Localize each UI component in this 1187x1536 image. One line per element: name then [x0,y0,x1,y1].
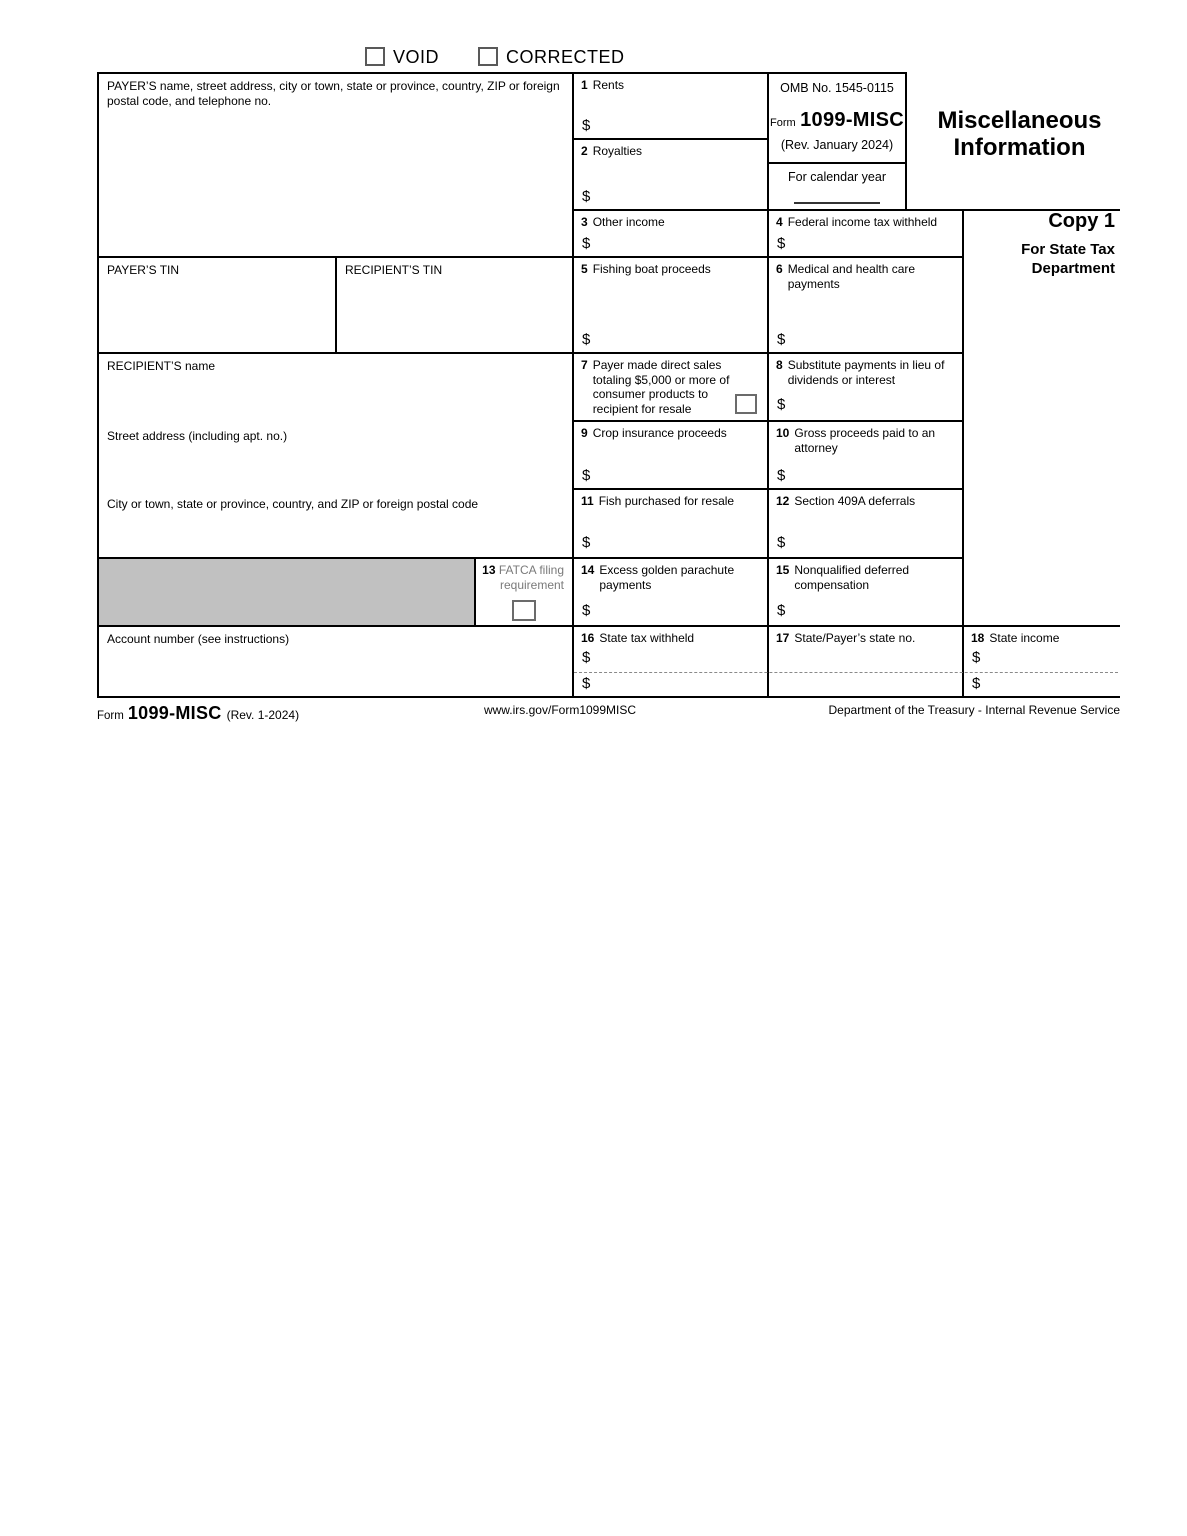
void-checkbox[interactable] [365,47,385,66]
footer-form-id [97,703,299,724]
box-5-fishing-boat-proceeds[interactable] [574,258,765,352]
box-18-state-income[interactable] [964,627,1120,696]
box-4-label: Federal income tax withheld [787,215,938,229]
box-2-number: 2 [581,144,588,158]
box-11-label-wrap [574,490,765,509]
box-15-nonqualified-comp[interactable] [769,559,962,623]
box-17-payers-state-no[interactable] [769,627,962,696]
box-14-label-wrap [574,559,765,592]
box-14-golden-parachute[interactable] [574,559,765,623]
border-omb-right [905,72,907,209]
dollar-sign: $ [582,234,591,252]
payer-tin-label: PAYER’S TIN [107,263,180,277]
box-15-label-wrap [769,559,962,592]
dollar-sign: $ [777,601,786,619]
box-8-label-wrap [769,354,962,387]
box-16-number: 16 [581,631,595,645]
box-13-number: 13 [482,563,496,577]
box-4-number: 4 [776,215,783,229]
dollar-sign: $ [582,675,591,692]
dollar-sign: $ [972,675,981,692]
direct-sales-checkbox[interactable] [735,394,757,414]
box-8-substitute-payments[interactable] [769,354,962,420]
box-7-label: Payer made direct sales totaling $5,000 or more of consumer products to recipient for resale [592,358,730,416]
omb-block [769,74,905,162]
box-17-label: State/Payer’s state no. [794,631,916,645]
box-11-fish-purchased[interactable] [574,490,765,555]
box-3-label-wrap [574,211,765,230]
form-title-line2: Information [953,134,1086,161]
copy-label: Copy 1 [1048,210,1115,232]
payer-info-field[interactable] [99,74,572,256]
city-state-zip-label: City or town, state or province, country, and ZIP or foreign postal code [107,497,479,511]
recipient-name-label: RECIPIENT’S name [107,359,216,373]
border-bottom [97,696,1120,698]
dollar-sign: $ [777,466,786,484]
copy-sub-line1: For State Tax [1021,241,1115,258]
box-6-label: Medical and health care payments [787,262,916,291]
border-colC-copy [962,209,964,698]
box-3-other-income[interactable] [574,211,765,256]
omb-form-name [769,95,905,132]
form-grid [97,72,1120,698]
box-9-crop-insurance[interactable] [574,422,765,488]
box-18-number: 18 [971,631,985,645]
box-17-number: 17 [776,631,790,645]
box-14-number: 14 [581,563,595,577]
box-1-rents[interactable] [574,74,765,138]
account-number-field[interactable] [99,627,572,696]
dollar-sign: $ [972,649,981,666]
box-6-label-wrap [769,258,962,291]
box-2-royalties[interactable] [574,140,765,209]
dollar-sign: $ [582,187,591,205]
footer-department: Department of the Treasury - Internal Revenue Service [828,703,1120,717]
box-4-label-wrap [769,211,962,230]
box-13-label-wrap [476,559,570,592]
box-16-label-wrap [574,627,765,646]
dollar-sign: $ [582,601,591,619]
box-12-409a-deferrals[interactable] [769,490,962,555]
box-4-federal-tax-withheld[interactable] [769,211,962,256]
box-8-label: Substitute payments in lieu of dividends or interest [787,358,945,387]
dollar-sign: $ [582,116,591,134]
footer-revision: (Rev. 1-2024) [226,708,300,722]
payer-tin-field[interactable] [99,258,335,352]
dollar-sign: $ [582,466,591,484]
box-3-label: Other income [592,215,665,229]
calendar-year-label: For calendar year [788,170,886,184]
box-11-label: Fish purchased for resale [598,494,735,508]
box-1-number: 1 [581,78,588,92]
box-15-label: Nonqualified deferred compensation [794,563,910,592]
recipient-tin-field[interactable] [337,258,572,352]
box-18-label-wrap [964,627,1120,646]
box-9-number: 9 [581,426,588,440]
dollar-sign: $ [777,234,786,252]
box-9-label-wrap [574,422,765,441]
street-address-label: Street address (including apt. no.) [107,429,288,443]
fatca-checkbox[interactable] [512,600,536,621]
omb-form-word: Form [770,117,796,129]
box-2-label: Royalties [592,144,643,158]
dollar-sign: $ [777,533,786,551]
footer-form-word: Form [97,710,124,722]
copy-sub-line2: Department [1031,260,1115,277]
box-17-label-wrap [769,627,962,646]
box-5-label: Fishing boat proceeds [592,262,711,276]
box-16-label: State tax withheld [599,631,695,645]
corrected-label: CORRECTED [506,47,625,67]
box-5-label-wrap [574,258,765,277]
box-13-label: FATCA filing requirement [498,563,564,592]
box-9-label: Crop insurance proceeds [592,426,727,440]
form-title-line1: Miscellaneous [937,107,1102,134]
box-12-label: Section 409A deferrals [794,494,916,508]
omb-revision: (Rev. January 2024) [780,138,894,152]
box-18-label: State income [989,631,1060,645]
box-11-number: 11 [581,494,594,508]
box-6-number: 6 [776,262,783,276]
box-10-label-wrap [769,422,962,455]
dollar-sign: $ [777,330,786,348]
copy-block [964,210,1115,278]
dollar-sign: $ [582,649,591,666]
box-13-fatca [476,559,570,623]
omb-form-number: 1099-MISC [800,109,904,131]
box-7-direct-sales [574,354,765,420]
corrected-checkbox[interactable] [478,47,498,66]
footer-url: www.irs.gov/Form1099MISC [483,703,637,717]
box-1-label: Rents [592,78,625,92]
box-16-state-tax-withheld[interactable] [574,627,765,696]
dollar-sign: $ [777,396,786,413]
box-12-label-wrap [769,490,962,509]
footer-form-number: 1099-MISC [127,703,222,723]
payer-info-label: PAYER’S name, street address, city or town, state or province, country, ZIP or foreign postal code, and telephone no. [107,79,560,108]
recipient-name-field[interactable] [99,354,572,422]
box-5-number: 5 [581,262,588,276]
box-2-label-wrap [574,140,765,159]
shaded-unused-area [99,559,474,625]
box-14-label: Excess golden parachute payments [599,563,735,592]
dollar-sign: $ [582,533,591,551]
copy-sub [964,240,1115,278]
box-1-label-wrap [574,74,765,93]
void-label: VOID [393,47,440,67]
box-10-number: 10 [776,426,790,440]
account-number-label: Account number (see instructions) [107,632,290,646]
box-12-number: 12 [776,494,790,508]
box-6-medical-payments[interactable] [769,258,962,352]
calendar-year-block [769,164,905,209]
omb-number: OMB No. 1545-0115 [780,81,894,95]
box-3-number: 3 [581,215,588,229]
box-15-number: 15 [776,563,790,577]
box-10-label: Gross proceeds paid to an attorney [794,426,936,455]
box-7-number: 7 [581,358,588,372]
street-address-field[interactable] [99,424,572,490]
box-8-number: 8 [776,358,783,372]
city-state-zip-field[interactable] [99,492,572,555]
calendar-year-field[interactable] [794,184,880,204]
box-10-attorney-proceeds[interactable] [769,422,962,488]
dollar-sign: $ [582,330,591,348]
recipient-tin-label: RECIPIENT’S TIN [345,263,443,277]
